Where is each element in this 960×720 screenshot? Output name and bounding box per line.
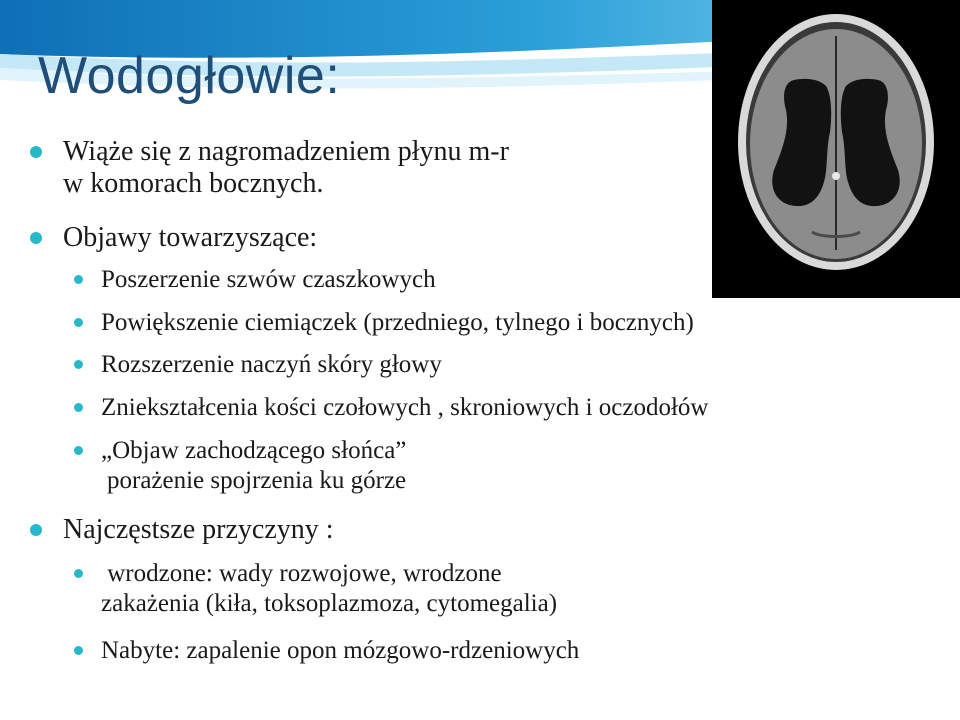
bullet-text: w komorach bocznych. xyxy=(63,168,324,199)
bullet-accompanying-symptoms xyxy=(63,222,317,254)
bullet-text: Powiększenie ciemiączek (przedniego, tylnego i bocznych) xyxy=(101,309,694,336)
sub-bullet-sunset-sign xyxy=(101,436,406,496)
sub-bullet-dot-icon xyxy=(74,403,83,412)
sub-bullet-scalp-vessels xyxy=(101,350,442,380)
bullet-text: porażenie spojrzenia ku górze xyxy=(107,467,407,494)
sub-bullet-fontanelles xyxy=(101,308,694,338)
bullet-text: Zniekształcenia kości czołowych , skroniowych i oczodołów xyxy=(101,394,709,421)
sub-bullet-dot-icon xyxy=(74,646,83,655)
sub-bullet-dot-icon xyxy=(74,569,83,578)
bullet-dot-icon xyxy=(30,232,42,244)
slide-title: Wodogłowie: xyxy=(38,47,341,105)
sub-bullet-bone-deformities xyxy=(101,393,708,423)
bullet-text: „Objaw zachodzącego słońca” xyxy=(101,437,407,464)
bullet-text: Rozszerzenie naczyń skóry głowy xyxy=(101,351,442,378)
sub-bullet-dot-icon xyxy=(74,360,83,369)
bullet-text: Najczęstsze przyczyny : xyxy=(63,514,334,545)
sub-bullet-congenital xyxy=(101,559,557,619)
bullet-common-causes xyxy=(63,514,334,546)
sub-bullet-acquired xyxy=(101,636,579,666)
bullet-text: Objawy towarzyszące: xyxy=(63,222,318,253)
bullet-dot-icon xyxy=(30,524,42,536)
bullet-text: Wiąże się z nagromadzeniem płynu m-r xyxy=(63,136,509,167)
bullet-text: Nabyte: zapalenie opon mózgowo-rdzeniowych xyxy=(101,637,580,664)
bullet-csf-accumulation xyxy=(63,136,509,200)
ct-scan-image xyxy=(712,0,960,298)
bullet-text: wrodzone: wady rozwojowe, wrodzone xyxy=(101,560,502,587)
sub-bullet-sutures xyxy=(101,265,436,295)
bullet-text: Poszerzenie szwów czaszkowych xyxy=(101,266,436,293)
bullet-dot-icon xyxy=(30,146,42,158)
sub-bullet-dot-icon xyxy=(74,446,83,455)
sub-bullet-dot-icon xyxy=(74,318,83,327)
bullet-text: zakażenia (kiła, toksoplazmoza, cytomegalia) xyxy=(101,590,558,617)
sub-bullet-dot-icon xyxy=(74,275,83,284)
